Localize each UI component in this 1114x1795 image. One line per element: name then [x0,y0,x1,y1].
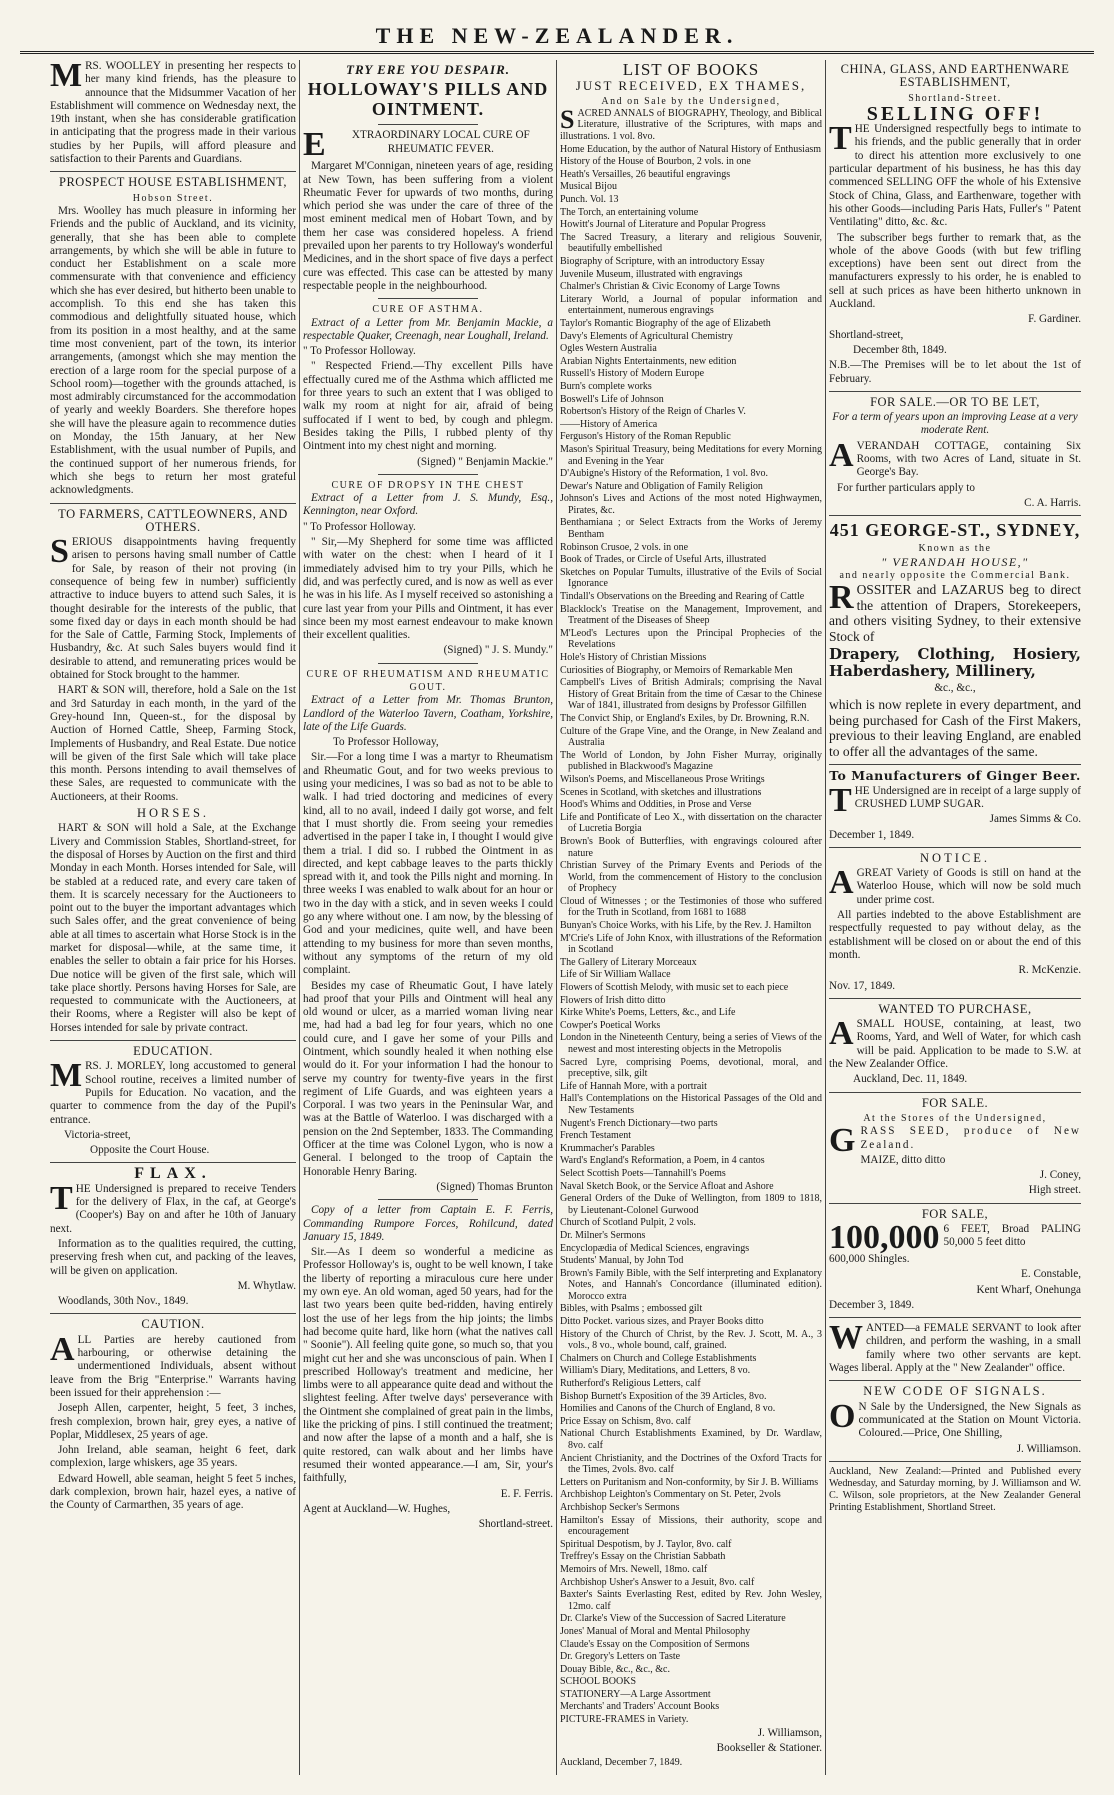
divider [50,1313,296,1314]
book-item: Memoirs of Mrs. Newell, 18mo. calf [560,1563,708,1575]
divider [829,391,1081,392]
book-item: The Sacred Treasury, a literary and religious Souvenir, beautifully embellished [560,231,822,255]
book-item: National Church Establishments Examined, by Dr. Wardlaw, 8vo. calf [560,1428,822,1452]
wanted-purchase-ad: WANTED TO PURCHASE, ASMALL HOUSE, containing, at least, two Rooms, Yard, and Well of Water, for which cash will be paid. Application to be made to S.W. at the New Zealander Office. Auckland, Dec. 11, 1849. [829,1001,1081,1086]
book-item: French Testament [560,1130,632,1142]
book-item: Archbishop Leighton's Commentary on St. Peter, 2vols [560,1489,781,1501]
book-item: M'Crie's Life of John Knox, with illustrations of the Reformation in Scotland [560,932,822,956]
divider [378,124,478,125]
book-item: Flowers of Irish ditto ditto [560,994,666,1006]
selling-off-heading: SELLING OFF! [866,102,1044,125]
book-item: Burn's complete works [560,380,652,392]
paling-ad: FOR SALE, 100,000 6 FEET, Broad PALING 50,000 5 feet ditto 600,000 Shingles. E. Constable, Kent Wharf, Onehunga December 3, 1849. [829,1206,1081,1311]
divider [378,474,478,475]
book-item: Hamilton's Essay of Missions, their authority, scope and encouragement [560,1514,822,1538]
column-rule [825,60,826,1775]
divider [50,1040,296,1041]
drop-cap: A [829,864,854,902]
china-ad: CHINA, GLASS, AND EARTHENWARE ESTABLISHMENT, Shortland-Street. SELLING OFF! THE Undersigned respectfully begs to intimate to his friends, and the public generally that in order to direct his attention more exclusively to one particular department of his business, he has this day commenced SELLING OFF the whole of his Extensive Stock of China, Glass, and Earthenware, together with his other Goods—including Paris Hats, Fuller's " Patent Ventilating" ditto, &c. &c. The subscriber begs further to remark that, as the whole of the above Goods (with but few trifling exceptions) have been sent out direct from the manufacturers expressly to his order, he is enabled to sell at such prices as have been hitherto unknown in Auckland. F. Gardiner. Shortland-street, December 8th, 1849. N.B.—The Premises will be to let about the 1st of February. [829,62,1081,385]
book-item: Hall's Contemplations on the Historical Passages of the Old and New Testaments [560,1093,822,1116]
book-item: Archbishop Usher's Answer to a Jesuit, 8vo. calf [560,1576,755,1588]
ad-title: FOR SALE.—OR TO BE LET, [870,394,1040,409]
book-item: History of the Church of Christ, by the Rev. J. Scott, M. A., 3 vols., 8 vo., whole bound, calf, grained. [560,1328,822,1352]
ad-title: EDUCATION. [133,1044,213,1059]
cure-dropsy: CURE OF DROPSY IN THE CHEST Extract of a Letter from J. S. Mundy, Esq., Kennington, near Oxford. " To Professor Holloway. " Sir,—My Shepherd for some time was afflicted with water on the chest: when I heard of it I immediately advised him to try your Pills, which he did, and was perfectly cured, and is now as well as ever he was in his life. As I myself received so astonishing a cure last year from your Pills and Ointment, it has ever since been my most earnest endeavour to make known their excellent qualities. (Signed) " J. S. Mundy." [303,479,553,657]
book-item: Bibles, with Psalms ; embossed gilt [560,1303,703,1315]
book-item: Price Essay on Schism, 8vo. calf [560,1415,691,1427]
book-item: Biography of Scripture, with an introductory Essay [560,256,765,268]
book-item: Letters on Puritanism and Non-conformity, by Sir J. B. Williams [560,1476,819,1488]
book-item: Russell's History of Modern Europe [560,368,705,380]
book-item: Rutherford's Religious Letters, calf [560,1378,701,1390]
book-item: Krummacher's Parables [560,1142,655,1154]
book-item: Students' Manual, by John Tod [560,1255,684,1267]
book-item: PICTURE-FRAMES in Variety. [560,1714,689,1726]
divider [378,1199,478,1200]
tagline: TRY ERE YOU DESPAIR. [346,62,510,77]
book-item: Robinson Crusoe, 2 vols. in one [560,541,689,553]
drop-cap: A [50,1330,75,1368]
drop-cap: S [50,533,69,571]
book-item: Culture of the Grape Vine, and the Orange, in New Zealand and Australia [560,725,822,749]
book-item: Literary World, a Journal of popular information and entertainment, numerous engravings [560,293,822,317]
divider [829,1317,1081,1318]
book-item: Kirke White's Poems, Letters, &c., and Life [560,1007,736,1019]
book-item: Hood's Whims and Oddities, in Prose and Verse [560,799,752,811]
book-item: Merchants' and Traders' Account Books [560,1701,720,1713]
ad-title: FOR SALE, [921,1206,989,1221]
book-item: London in the Nineteenth Century, being a series of Views of the newest and most interesting objects in the Metropolis [560,1032,822,1056]
divider [50,503,296,504]
signals-ad: NEW CODE OF SIGNALS. O N Sale by the Undersigned, the New Signals as communicated at the Station on Mount Victoria. Coloured.—Price, One Shilling, J. Williamson. [829,1384,1081,1455]
book-item: Church of Scotland Pulpit, 2 vols. [560,1217,696,1229]
book-item: Sacred Lyre, comprising Poems, devotional, moral, and preceptive, silk, gilt [560,1056,822,1080]
book-item: The Torch, an entertaining volume [560,206,699,218]
ad-title: TO FARMERS, CATTLEOWNERS, AND OTHERS. [58,506,288,534]
book-item: Ogles Western Australia [560,343,657,355]
book-item: Boswell's Life of Johnson [560,393,664,405]
female-servant-ad: WANTED—a FEMALE SERVANT to look after children, and perform the washing, in a small family where two other servants are kept. Wages liberal. Apply at the " New Zealander" office. [829,1319,1081,1375]
column-1 [50,60,296,1775]
book-item: Cowper's Poetical Works [560,1019,661,1031]
book-item: Treffrey's Essay on the Christian Sabbath [560,1551,726,1563]
divider [829,998,1081,999]
ad-title: FLAX. [134,1165,212,1183]
book-item: STATIONERY—A Large Assortment [560,1688,711,1700]
grass-seed-ad: FOR SALE. At the Stores of the Undersigned, GRASS SEED, produce of New Zealand. MAIZE, ditto ditto J. Coney, High street. [829,1095,1081,1197]
drop-cap: G [829,1122,858,1160]
books-title: LIST OF BOOKS [622,60,760,79]
book-item: Archbishop Secker's Sermons [560,1501,680,1513]
ad-title: HORSES. [136,806,210,821]
book-item: Dr. Gregory's Letters on Taste [560,1651,681,1663]
divider [50,1162,296,1163]
drop-cap: O [829,1397,856,1435]
book-item: Claude's Essay on the Composition of Sermons [560,1638,750,1650]
book-item: Christian Survey of the Primary Events and Periods of the World, from the commencement of History to the conclusion of Prophecy [560,860,822,895]
drop-cap: R [829,579,854,617]
masthead [20,20,1094,54]
flax-ad: FLAX. THE Undersigned is prepared to receive Tenders for the delivery of Flax, in the caf, at George's (Cooper's) Bay on and after he 10th of January next. Information as to the qualities required, the cutting, preserving fresh when cut, and packing of the leaves, will be given on application. M. Whytlaw. Woodlands, 30th Nov., 1849. [50,1165,296,1308]
notice-ad: NOTICE. AGREAT Variety of Goods is still on hand at the Waterloo House, which will now be sold much under prime cost. All parties indebted to the above Establishment are respectfully requested to pay without delay, as the establishment will be closed on or about the end of this month. R. McKenzie. Nov. 17, 1849. [829,850,1081,992]
drop-cap: W [829,1319,863,1357]
book-item: Mason's Spiritual Treasury, being Meditations for every Morning and Evening in the Year [560,443,822,467]
book-list [560,104,822,1726]
book-item: Davy's Elements of Agricultural Chemistry [560,330,733,342]
book-item: Ferguson's History of the Roman Republic [560,431,731,443]
column-3: LIST OF BOOKS JUST RECEIVED, EX THAMES, And on Sale by the Undersigned, SACRED ANNALS of BIOGRAPHY, Theology, and Biblical Literature, illustrative of the Scriptures, with maps and illustrations. 1 vol. 8vo. Home Education, by the author of Natural History of Enthusiasm History of the House of Bourbon, 2 vols. in one Heath's Versailles, 26 beautiful engravings Musical Bijou Punch. Vol. 13 The Torch, an entertaining volume Howitt's Journal of Literature and Popular Progress The Sacred Treasury, a literary and religious Souvenir, beautifully embellished Biography of Scripture, with an introductory Essay Juvenile Museum, illustrated with engravings Chalmer's Christian & Civic Economy of Large Towns Literary World, a Journal of popular information and entertainment, numerous engravings Taylor's Romantic Biography of the age of Elizabeth Davy's Elements of Agricultural Chemistry Ogles Western Australia Arabian Nights Entertainments, new edition Russell's History of Modern Europe Burn's complete works Boswell's Life of Johnson Robertson's History of the Reign of Charles V. ——History of America Ferguson's History of the Roman Republic Mason's Spiritual Treasury, being Meditations for every Morning and Evening in the Year D'Aubigne's History of the Reformation, 1 vol. 8vo. Dewar's Nature and Obligation of Family Religion Johnson's Lives and Actions of the most noted Highwaymen, Pirates, &c. Benthamiana ; or Select Extracts from the Works of Jeremy Bentham Robinson Crusoe, 2 vols. in one Book of Trades, or Circle of Useful Arts, illustrated Sketches on Popular Tumults, illustrative of the Evils of Social Ignorance Tindall's Observations on the Breeding and Rearing of Cattle Blacklock's Treatise on the Management, Improvement, and Treatment of the Diseases of Sheep M'Leod's Lectures upon the Principal Prophecies of the Revelations Hole's History of Christian Missions Curiosities of Biography, or Memoirs of Remarkable Men Campbell's Lives of British Admirals; comprising the Naval History of Great Britain from the time of Cæsar to the Chinese War of 1841, illustrated from designs by Professor Gilfillen The Convict Ship, or England's Exiles, by Dr. Browning, R.N. Culture of the Grape Vine, and the Orange, in New Zealand and Australia The World of London, by John Fisher Murray, originally published in Blackwood's Magazine Wilson's Poems, and Miscellaneous Prose Writings Scenes in Scotland, with sketches and illustrations Hood's Whims and Oddities, in Prose and Verse Life and Pontificate of Leo X., with dissertation on the character of Lucretia Borgia Brown's Book of Butterflies, with engravings coloured after nature Christian Survey of the Primary Events and Periods of the World, from the commencement of History to the conclusion of Prophecy Cloud of Witnesses ; or the Testimonies of those who suffered for the Truth in Scotland, from 1681 to 1688 Bunyan's Choice Works, with his Life, by the Rev. J. Hamilton M'Crie's Life of John Knox, with illustrations of the Reformation in Scotland The Gallery of Literary Morceaux Life of Sir William Wallace Flowers of Scottish Melody, with music set to each piece Flowers of Irish ditto ditto Kirke White's Poems, Letters, &c., and Life Cowper's Poetical Works London in the Nineteenth Century, being a series of Views of the newest and most interesting objects in the Metropolis Sacred Lyre, comprising Poems, devotional, moral, and preceptive, silk, gilt Life of Hannah More, with a portrait Hall's Contemplations on the Historical Passages of the Old and New Testaments Nugent's French Dictionary—two parts French Testament Krummacher's Parables Ward's England's Reformation, a Poem, in 4 cantos Select Scottish Poets—Tannahill's Poems Naval Sketch Book, or the Service Afloat and Ashore General Orders of the Duke of Wellington, from 1809 to 1818, by Lieutenant-Colonel Gurwood Church of Scotland Pulpit, 2 vols. Dr. Milner's Sermons Encyclopædia of Medical Sciences, engravings Students' Manual, by John Tod Brown's Family Bible, with the Self interpreting and Explanatory Notes, and Hannah's Concordance (illuminated edition). Morocco extra Bibles, with Psalms ; embossed gilt Ditto Pocket. various sizes, and Prayer Books ditto History of the Church of Christ, by the Rev. J. Scott, M. A., 3 vols., 8 vo., whole bound, calf, grained. Chalmers on Church and College Establishments William's Diary, Meditations, and Letters, 8 vo. Rutherford's Religious Letters, calf Bishop Burnett's Exposition of the 39 Articles, 8vo. Homilies and Canons of the Church of England, 8 vo. Price Essay on Schism, 8vo. calf National Church Establishments Examined, by Dr. Wardlaw, 8vo. calf Ancient Christianity, and the Doctrines of the Oxford Tracts for the Times, 2vols. 8vo. calf Letters on Puritanism and Non-conformity, by Sir J. B. Williams Archbishop Leighton's Commentary on St. Peter, 2vols Archbishop Secker's Sermons Hamilton's Essay of Missions, their authority, scope and encouragement Spiritual Despotism, by J. Taylor, 8vo. calf Treffrey's Essay on the Christian Sabbath Memoirs of Mrs. Newell, 18mo. calf Archbishop Usher's Answer to a Jesuit, 8vo. calf Baxter's Saints Everlasting Rest, edited by Rev. John Wesley, 12mo. calf Dr. Clarke's View of the Succession of Sacred Literature Jones' Manual of Moral and Mental Philosophy Claude's Essay on the Composition of Sermons Dr. Gregory's Letters on Taste Douay Bible, &c., &c., &c. SCHOOL BOOKS STATIONERY—A Large Assortment Merchants' and Traders' Account Books PICTURE-FRAMES in Variety. J. Williamson, Bookseller & Stationer. Auckland, December 7, 1849. [560,60,822,1769]
column-2 [303,60,553,1775]
book-item: SCHOOL BOOKS [560,1676,637,1688]
book-item: Bishop Burnett's Exposition of the 39 Articles, 8vo. [560,1390,767,1402]
ginger-beer-ad: To Manufacturers of Ginger Beer. THE Undersigned are in receipt of a large supply of CRUSHED LUMP SUGAR. James Simms & Co. December 1, 1849. [829,768,1081,841]
book-item: Dewar's Nature and Obligation of Family Religion [560,480,763,492]
book-item: Scenes in Scotland, with sketches and illustrations [560,786,762,798]
drop-cap: E [303,126,326,164]
book-item: History of the House of Bourbon, 2 vols. in one [560,156,751,168]
divider [378,298,478,299]
big-number: 100,000 [829,1219,940,1256]
woolley-ad: MRS. WOOLLEY in presenting her respects to her many kind friends, has the pleasure to announce that the Midsummer Vacation of her Establishment will commence on Wednesday next, the 19th instant, when she has considerable gratification in anticipating that the progress made in their various studies by her Pupils, will afford pleasure and satisfaction to their Parents and Guardians. [50,60,296,166]
drop-cap: T [829,120,852,158]
ad-title: FOR SALE. [921,1095,989,1110]
book-item: Home Education, by the author of Natural History of Enthusiasm [560,143,822,155]
drop-cap: T [829,781,852,819]
book-item: SACRED ANNALS of BIOGRAPHY, Theology, and Biblical Literature, illustrative of the Scriptures, with maps and illustrations. 1 vol. 8vo. [560,104,822,143]
book-item: Taylor's Romantic Biography of the age of Elizabeth [560,317,771,329]
book-item: Arabian Nights Entertainments, new edition [560,355,737,367]
book-item: Baxter's Saints Everlasting Rest, edited by Rev. John Wesley, 12mo. calf [560,1589,822,1612]
drop-cap: S [560,104,575,134]
divider [829,515,1081,516]
divider [829,764,1081,765]
book-item: Johnson's Lives and Actions of the most noted Highwaymen, Pirates, &c. [560,493,822,516]
divider [829,1380,1081,1381]
divider [829,847,1081,848]
book-item: Campbell's Lives of British Admirals; comprising the Naval History of Great Britain from the time of Cæsar to the Chinese War of 1841, illustrated from designs by Professor Gilfillen [560,677,822,712]
book-item: Dr. Clarke's View of the Succession of Sacred Literature [560,1613,786,1625]
book-item: Juvenile Museum, illustrated with engravings [560,268,743,280]
books-subtitle: JUST RECEIVED, EX THAMES, [575,78,807,94]
book-item: Naval Sketch Book, or the Service Afloat and Ashore [560,1180,774,1192]
cure-rheumatic-fever: E XTRAORDINARY LOCAL CURE OF RHEUMATIC FEVER. Margaret M'Connigan, nineteen years of age, residing at New Town, has been suffering from a violent Rheumatic Fever for upwards of two months, during which period she was under the care of three of the most eminent medical men of Hobart Town, and by them her case was considered hopeless. A friend prevailed upon her parents to try Holloway's wonderful Medicines, and in the short space of five days a perfect cure was effected. This case can be attested by many respectable people in the neighbourhood. [303,126,553,292]
cure-gout: CURE OF RHEUMATISM AND RHEUMATIC GOUT. Extract of a Letter from Mr. Thomas Brunton, Landlord of the Waterloo Tavern, Coatham, Yorkshire, late of the Life Guards. To Professor Holloway, Sir.—For a long time I was a martyr to Rheumatism and Rheumatic Gout, and for two weeks previous to using your medicines, I was so bad as not to be able to walk. I had tried doctoring and medicines of every kind, all to no avail, indeed I daily got worse, and felt that I must shortly die. From seeing your remedies advertised in the paper I take in, I thought I would give them a trial. I did so. I rubbed the Ointment in as directed, and kept cabbage leaves to the parts thickly spread with it, and took the Pills night and morning. In three weeks I was enabled to walk about for an hour or two in the day with a stick, and in seven weeks I could go any where without one. I am now, by the blessing of God and your medicines, quite well, and have been attending to my business for more than seven months, without any symptoms of the return of my old complaint. Besides my case of Rheumatic Gout, I have lately had proof that your Pills and Ointment will heal any old wound or ulcer, as a married woman living near me, had had a bad leg for four years, which no one could cure, and I gave her some of your Pills and Ointment, which soundly healed it when nothing else would do it. For your information I had the honour to serve my country for twenty-five years in the first regiment of Life Guards, and was eighteen years a Corporal. I was two years in the Peninsular War, and was at the Battle of Waterloo. I was discharged with a pension on the 2nd September, 1833. The Commanding Officer at the time was Colonel Lygon, who is now a General. I belonged to the troop of Captain the Honorable Henry Baring. (Signed) Thomas Brunton [303,668,553,1193]
book-item: Ditto Pocket. various sizes, and Prayer Books ditto [560,1316,764,1328]
book-item: Chalmers on Church and College Establishments [560,1352,757,1364]
book-item: William's Diary, Meditations, and Letters, 8 vo. [560,1365,751,1377]
book-item: Ancient Christianity, and the Doctrines of the Oxford Tracts for the Times, 2vols. 8vo. calf [560,1452,822,1476]
book-item: Musical Bijou [560,181,617,193]
book-item: The World of London, by John Fisher Murray, originally published in Blackwood's Magazine [560,749,822,773]
cure-asthma: CURE OF ASTHMA. Extract of a Letter from Mr. Benjamin Mackie, a respectable Quaker, Creenagh, near Loughall, Ireland. " To Professor Holloway. " Respected Friend.—Thy excellent Pills have effectually cured me of the Asthma which afflicted me for three years to such an extent that I was obliged to walk my room at night for air, afraid of being suffocated if I went to bed, by cough and phlegm. Besides taking the Pills, I rubbed plenty of thy Ointment into my chest night and morning. (Signed) " Benjamin Mackie." [303,304,553,468]
holloway-title: HOLLOWAY'S PILLS AND OINTMENT. [307,79,549,120]
divider [50,171,296,172]
ad-title: CAUTION. [141,1317,205,1332]
ad-title: PROSPECT HOUSE ESTABLISHMENT, [59,175,287,190]
book-item: Wilson's Poems, and Miscellaneous Prose Writings [560,773,765,785]
drop-cap: T [50,1179,73,1217]
ad-title: NEW CODE OF SIGNALS. [863,1384,1047,1399]
book-item: Robertson's History of the Reign of Charles V. [560,406,746,418]
book-item: Book of Trades, or Circle of Useful Arts, illustrated [560,554,767,566]
ad-title: NOTICE. [920,850,990,865]
book-item: Chalmer's Christian & Civic Economy of Large Towns [560,281,780,293]
newspaper-title: THE NEW-ZEALANDER. [375,23,739,48]
book-item: Sketches on Popular Tumults, illustrative of the Evils of Social Ignorance [560,566,822,590]
book-item: Brown's Family Bible, with the Self interpreting and Explanatory Notes, and Hannah's Concordance (illuminated edition). Morocco extra [560,1267,822,1302]
book-item: Nugent's French Dictionary—two parts [560,1117,718,1129]
cure-ferris: Copy of a letter from Captain E. F. Ferris, Commanding Rumpore Forces, Rohilcund, dated January 15, 1849. Sir.—As I deem so wonderful a medicine as Professor Holloway's is, ought to be well known, I take the liberty of reporting a miraculous cure here under my own eye. An old woman, aged 50 years, had for the last two years been quite bed-ridden, having entirely lost the use of her legs from the hip joints; the limbs had become quite hard, like horn (what the natives call " Soonie"). All feeling quite gone, so much so, that you might cut her and she was unconscious of pain. When I prescribed Holloway's treatment and medicine, her limbs were to all appearance quite dead and without the slightest feeling. After twelve days' perseverance with the Ointment she complained of great pain in the limbs, like the pricking of pins. I still continued the treatment; and now after the lapse of a month and a half, she is quite restored, can walk about and her limbs have resumed their wonted appearance.—I am, Sir, your's faithfully, E. F. Ferris. Agent at Auckland—W. Hughes, Shortland-street. [303,1204,553,1531]
book-item: M'Leod's Lectures upon the Principal Prophecies of the Revelations [560,627,822,651]
book-item: Tindall's Observations on the Breeding and Rearing of Cattle [560,591,805,603]
education-ad: EDUCATION. MRS. J. MORLEY, long accustomed to general School routine, receives a limited number of Pupils for Education. No vacation, and the quarter to commence from the day of the Pupil's entrance. Victoria-street, Opposite the Court House. [50,1044,296,1157]
book-item: Benthamiana ; or Select Extracts from the Works of Jeremy Bentham [560,517,822,541]
book-item: Howitt's Journal of Literature and Popular Progress [560,219,766,231]
book-item: Spiritual Despotism, by J. Taylor, 8vo. calf [560,1538,732,1550]
book-item: Life and Pontificate of Leo X., with dissertation on the character of Lucretia Borgia [560,811,822,835]
ad-title: WANTED TO PURCHASE, [878,1001,1032,1016]
farmers-ad: TO FARMERS, CATTLEOWNERS, AND OTHERS. SERIOUS disappointments having frequently arisen to persons having small number of Cattle for Sale, by reason of their not proving (in consequence of being few in number) sufficiently attractive to induce buyers to attend such Sales, it is thought desirable for the interests of the public, that some fixed day or days in each month should be had for the Sale of Cattle, Farming Stock, Implements of Husbandry, &c. At such Sales buyers would find it desirable to attend, and remunerating prices would be obtained for Stock brought to the hammer. HART & SON will, therefore, hold a Sale on the 1st and 3rd Saturday in each month, in the yard of the Grey-hound Inn, Queen-st., for the disposal by Auction of Horned Cattle, Sheep, Farming Stock, Implements of Husbandry, and Real Estate. Due notice will be given of the first Sale which will take place this month. Persons intending to avail themselves of these Sales, are requested to communicate with the Auctioneers, at their Rooms. [50,506,296,803]
book-item: General Orders of the Duke of Wellington, from 1809 to 1818, by Lieutenant-Colonel Gurwood [560,1193,822,1216]
book-item: Encyclopædia of Medical Sciences, engravings [560,1242,750,1254]
column-rule [299,60,300,1775]
book-item: D'Aubigne's History of the Reformation, 1 vol. 8vo. [560,468,769,480]
book-item: Hole's History of Christian Missions [560,652,707,664]
book-item: Homilies and Canons of the Church of England, 8 vo. [560,1403,776,1415]
drop-cap: M [50,60,83,94]
caution-ad: CAUTION. ALL Parties are hereby cautioned from harbouring, or otherwise detaining the undermentioned Individuals, absent without leave from the Brig "Enterprise." Warrants having been issued for their apprehension :— Joseph Allen, carpenter, height, 5 feet, 3 inches, fresh complexion, brown hair, grey eyes, a native of Poplar, Middlesex, 25 years of age. John Ireland, able seaman, height 6 feet, dark complexion, large whiskers, age 35 years. Edward Howell, able seaman, height 5 feet 5 inches, dark complexion, brown hair, hazel eyes, a native of the County of Carmarthen, 35 years of age. [50,1317,296,1512]
book-item: Cloud of Witnesses ; or the Testimonies of those who suffered for the Truth in Scotland, from 1681 to 1688 [560,895,822,919]
ad-title: CHINA, GLASS, AND EARTHENWARE ESTABLISHMENT, [840,62,1070,90]
prospect-house-ad: PROSPECT HOUSE ESTABLISHMENT, Hobson Street. Mrs. Woolley has much pleasure in informing her Friends and the public of Auckland, and its vicinity, generally, that she has been able to complete arrangements, by which she will be able in future to conduct her Establishment on a scale more commensurate with that convenience and efficiency which she has ever desired, but hitherto been unable to accomplish. To this end she has taken this commodious and delightfully situated house, which from its position in a most healthy, and at the same time most convenient, part of the town, its interior arrangements, (amongst which she may mention the erection of a large room for the special purpose of a School room)—together with the grounds attached, is most admirably circumstanced for the accommodation of yearly and weekly Boarders. She therefore hopes she will have the pleasure again to recommence duties on Monday, the 15th January, at her New Establishment, with the usual number of Pupils, and the continued support of her numerous friends, for which she begs to return her most grateful acknowledgments. [50,175,296,497]
goods-list: Drapery, Clothing, Hosiery, Haberdashery, Millinery, [829,645,1081,681]
book-item: Flowers of Scottish Melody, with music set to each piece [560,982,789,994]
ad-title: 451 GEORGE-ST., SYDNEY, [829,520,1081,541]
book-item: Life of Hannah More, with a portrait [560,1080,707,1092]
book-item: The Gallery of Literary Morceaux [560,956,697,968]
book-item: Douay Bible, &c., &c., &c. [560,1663,670,1675]
divider [378,663,478,664]
imprint: Auckland, New Zealand:—Printed and Published every Wednesday, and Saturday morning, by J. Williamson and W. C. Wilson, sole proprietors, at the New Zealander General Printing Establishment, Shortland Street. [829,1465,1081,1513]
book-item: Select Scottish Poets—Tannahill's Poems [560,1167,726,1179]
sydney-ad: 451 GEORGE-ST., SYDNEY, Known as the " VERANDAH HOUSE," and nearly opposite the Commercial Bank. ROSSITER and LAZARUS beg to direct the attention of Drapers, Storekeepers, and others visiting Sydney, to their extensive Stock of Drapery, Clothing, Hosiery, Haberdashery, Millinery, &c., &c., which is now replete in every department, and being purchased for Cash of the First Makers, previous to their leaving England, are enabled to offer all the advantages of the same. [829,520,1081,759]
divider [829,1092,1081,1093]
book-item: Bunyan's Choice Works, with his Life, by the Rev. J. Hamilton [560,920,812,932]
horses-ad: HORSES. HART & SON will hold a Sale, at the Exchange Livery and Commission Stables, Shortland-street, for the disposal of Horses by Auction on the first and third Monday in each Month. Horses intended for Sale, will be stabled at a reduced rate, and every care taken of them. It is scarcely necessary for the Auctioneers to point out to the buyer the important advantages which such Sales offer, and the great convenience of being able at all times to ascertain what Horse Stock is in the market for disposal—while, at the same time, it enables the seller to obtain a fair price for his Horses. Due notice will be given of the first sale, which will take place shortly. Persons having Horses for Sale, are requested to communicate with the Auctioneers, at their Rooms, where a Register will also be kept of Horses intended for sale by private contract. [50,806,296,1034]
book-item: Blacklock's Treatise on the Management, Improvement, and Treatment of the Diseases of Sheep [560,603,822,627]
book-item: Punch. Vol. 13 [560,194,619,206]
book-item: Dr. Milner's Sermons [560,1229,646,1241]
verandah-cottage-ad: FOR SALE.—OR TO BE LET, For a term of years upon an improving Lease at a very moderate Rent. AVERANDAH COTTAGE, containing Six Rooms, with two Acres of Land, situate in St. George's Bay. For further particulars apply to C. A. Harris. [829,394,1081,509]
drop-cap: A [829,1015,854,1053]
ad-title: To Manufacturers of Ginger Beer. [829,768,1081,784]
divider [829,1461,1081,1462]
column-rule [556,60,557,1775]
book-item: Brown's Book of Butterflies, with engravings coloured after nature [560,835,822,859]
book-item: Jones' Manual of Moral and Mental Philosophy [560,1625,751,1637]
column-4 [829,60,1081,1775]
book-item: Ward's England's Reformation, a Poem, in 4 cantos [560,1155,765,1167]
drop-cap: A [829,436,854,474]
book-item: Curiosities of Biography, or Memoirs of Remarkable Men [560,664,793,676]
divider [829,1203,1081,1204]
book-item: The Convict Ship, or England's Exiles, by Dr. Browning, R.N. [560,712,810,724]
book-item: ——History of America [560,418,658,430]
drop-cap: M [50,1057,83,1095]
ad-subtitle: Hobson Street. [132,192,214,204]
book-item: Life of Sir William Wallace [560,969,671,981]
book-item: Heath's Versailles, 26 beautiful engravings [560,168,731,180]
